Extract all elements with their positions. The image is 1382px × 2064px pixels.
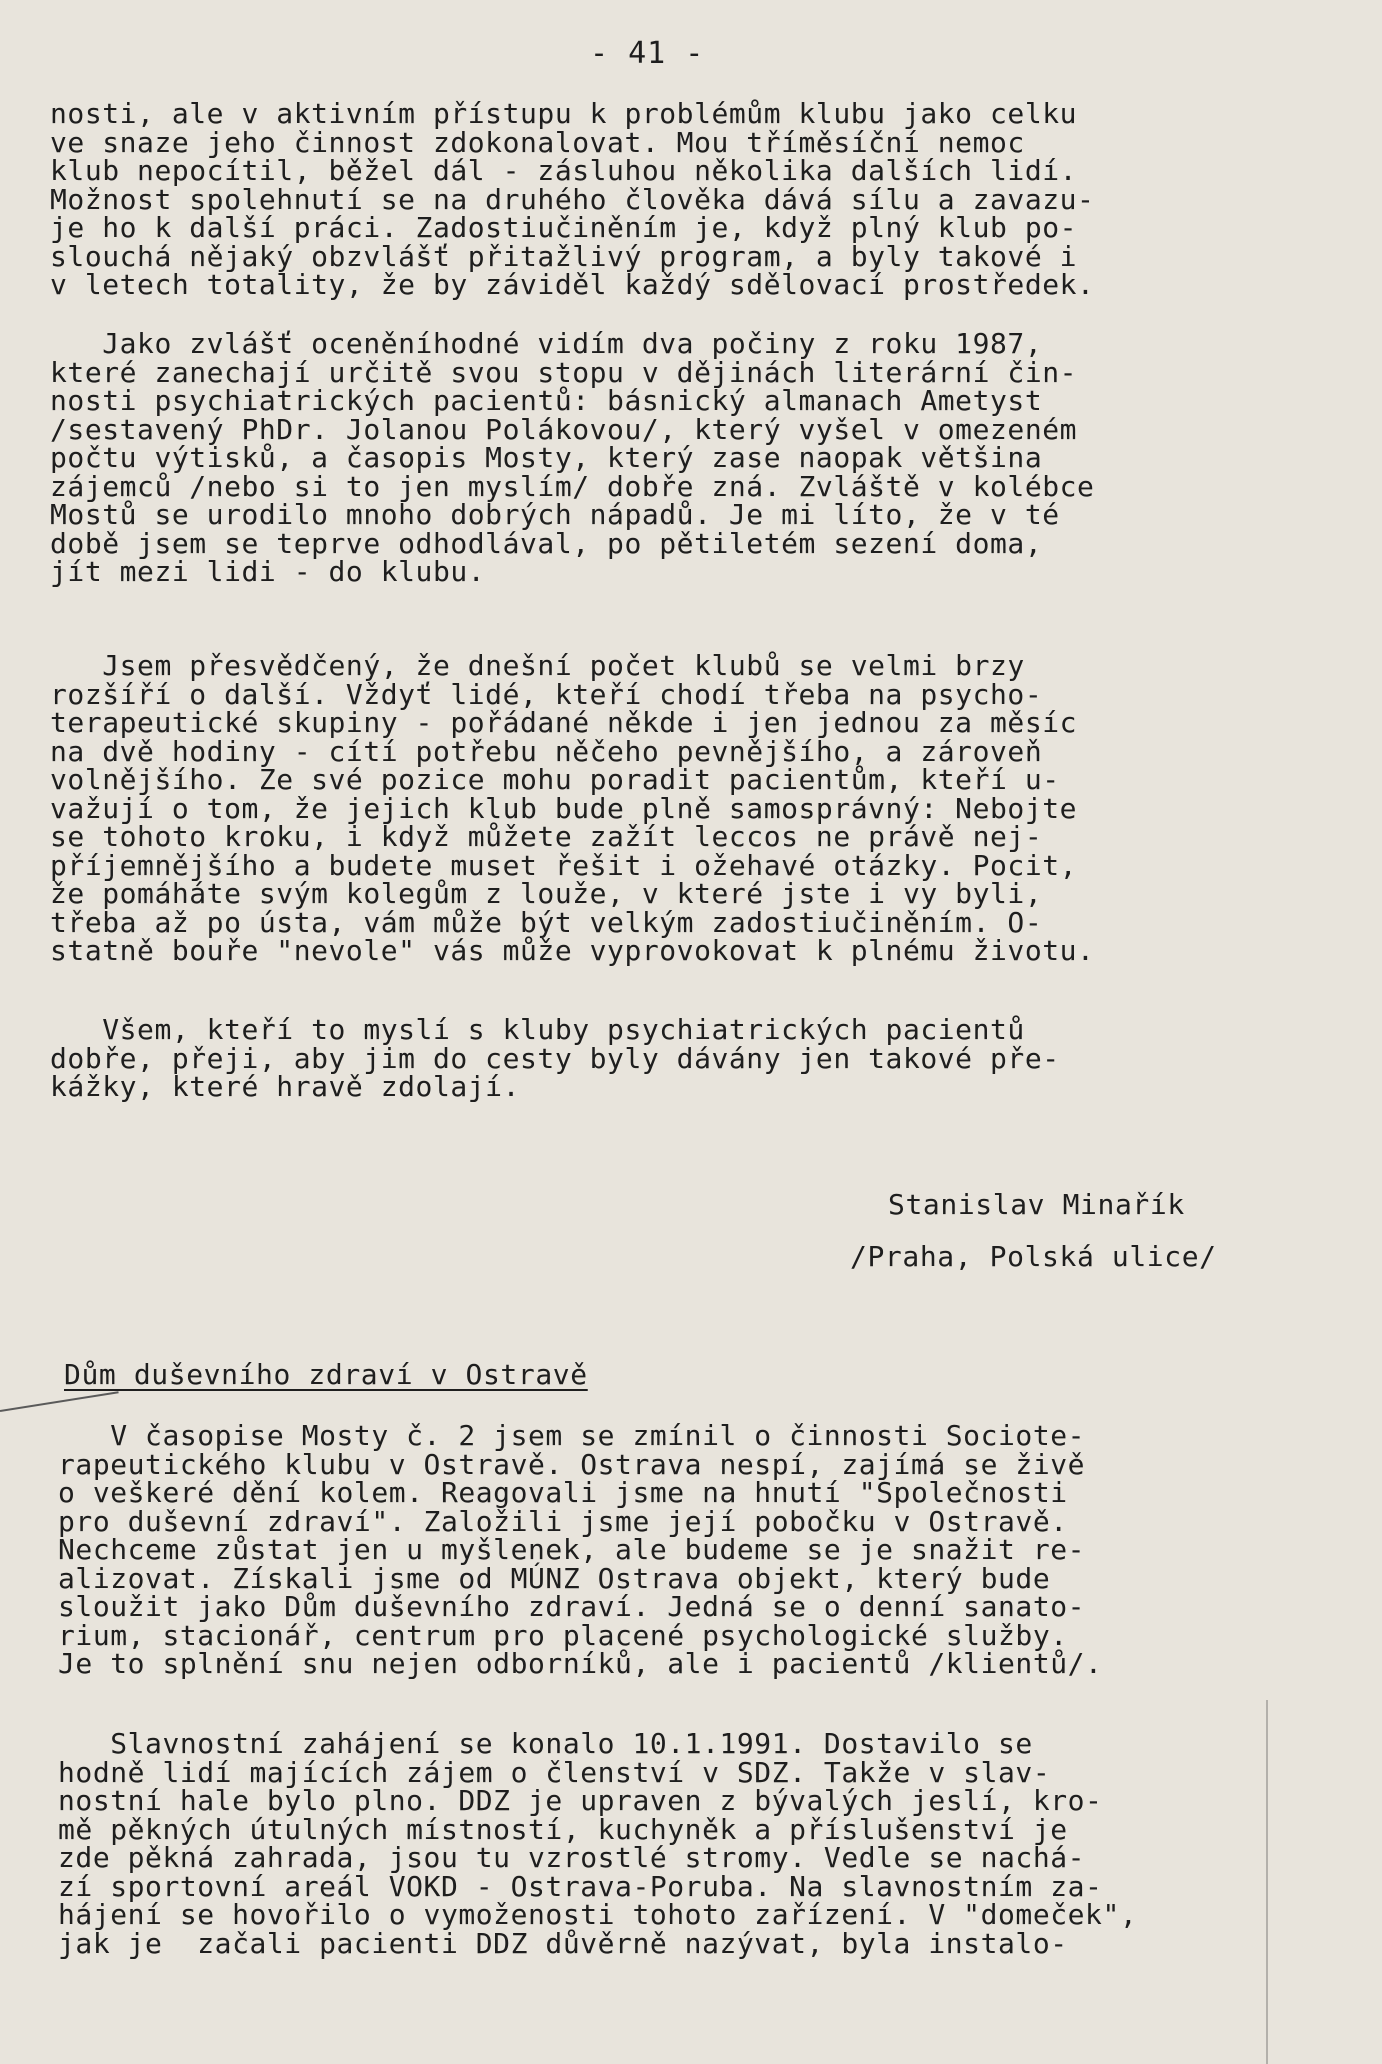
paragraph-2: Jako zvlášť oceněníhodné vidím dva počiny z roku 1987, které zanechají určitě svou stopu v dějinách literární čin- nosti psychiatrických pacientů: básnický almanach Ametyst /sestavený PhDr. Jolanou Polákovou/, který vyšel v omezeném počtu výtisků, a časopis Mosty, který zase naopak většina zájemců /nebo si to jen myslím/ dobře zná. Zvláště v kolébce Mostů se urodilo mnoho dobrých nápadů. Je mi líto, že v té době jsem se teprve odhodlával, po pětiletém sezení doma, jít mezi lidi - do klubu. bbox=[50, 327, 1095, 588]
page-number: - 41 - bbox=[590, 36, 705, 71]
signature-place: /Praha, Polská ulice/ bbox=[850, 1240, 1217, 1273]
paragraph-3: Jsem přesvědčený, že dnešní počet klubů se velmi brzy rozšíří o další. Vždyť lidé, kteří chodí třeba na psycho- terapeutické skupiny - pořádané někde i jen jednou za měsíc na dvě hodiny - cítí potřebu něčeho pevnějšího, a zároveň volnějšího. Ze své pozice mohu poradit pacientům, kteří u- važují o tom, že jejich klub bude plně samosprávný: Nebojte se tohoto kroku, i když můžete zažít leccos ne právě nej- příjemnějšího a budete muset řešit i ožehavé otázky. Pocit, že pomáháte svým kolegům z louže, v které jste i vy byli, třeba až po ústa, vám může být velkým zadostiučiněním. O- statně bouře "nevole" vás může vyprovokovat k plnému životu. bbox=[50, 649, 1095, 967]
paragraph-1: nosti, ale v aktivním přístupu k problémům klubu jako celku ve snaze jeho činnost zdokonalovat. Mou tříměsíční nemoc klub nepocítil, běžel dál - zásluhou několika dalších lidí. Možnost spolehnutí se na druhého člověka dává sílu a zavazu- je ho k další práci. Zadostiučiněním je, když plný klub po- slouchá nějaký obzvlášť přitažlivý program, a byly takové i v letech totality, že by záviděl každý sdělovací prostředek. bbox=[50, 97, 1095, 301]
section-title: Dům duševního zdraví v Ostravě bbox=[64, 1358, 588, 1391]
paragraph-6: Slavnostní zahájení se konalo 10.1.1991. Dostavilo se hodně lidí majících zájem o členství v SDZ. Takže v slav- nostní hale bylo plno. DDZ je upraven z bývalých jeslí, kro- mě pěkných útulných místností, kuchyněk a příslušenství je zde pěkná zahrada, jsou tu vzrostlé stromy. Vedle se nachá- zí sportovní areál VOKD - Ostrava-Poruba. Na slavnostním za- hájení se hovořilo o vymoženosti tohoto zařízení. V "domeček", jak je začali pacienti DDZ důvěrně nazývat, byla instalo- bbox=[58, 1727, 1138, 1960]
paragraph-5: V časopise Mosty č. 2 jsem se zmínil o činnosti Sociote- rapeutického klubu v Ostravě. Ostrava nespí, zajímá se živě o veškeré dění kolem. Reagovali jsme na hnutí "Společnosti pro duševní zdraví". Založili jsme její pobočku v Ostravě. Nechceme zůstat jen u myšlenek, ale budeme se je snažit re- alizovat. Získali jsme od MÚNZ Ostrava objekt, který bude sloužit jako Dům duševního zdraví. Jedná se o denní sanato- rium, stacionář, centrum pro placené psychologické služby. Je to splnění snu nejen odborníků, ale i pacientů /klientů/. bbox=[58, 1419, 1103, 1680]
paragraph-4: Všem, kteří to myslí s kluby psychiatrických pacientů dobře, přeji, aby jim do cesty byly dávány jen takové pře- kážky, které hravě zdolají. bbox=[50, 1013, 1060, 1103]
margin-pen-mark bbox=[0, 1391, 119, 1412]
paper-fold-line bbox=[1266, 1700, 1268, 2064]
signature-name: Stanislav Minařík bbox=[888, 1188, 1185, 1221]
